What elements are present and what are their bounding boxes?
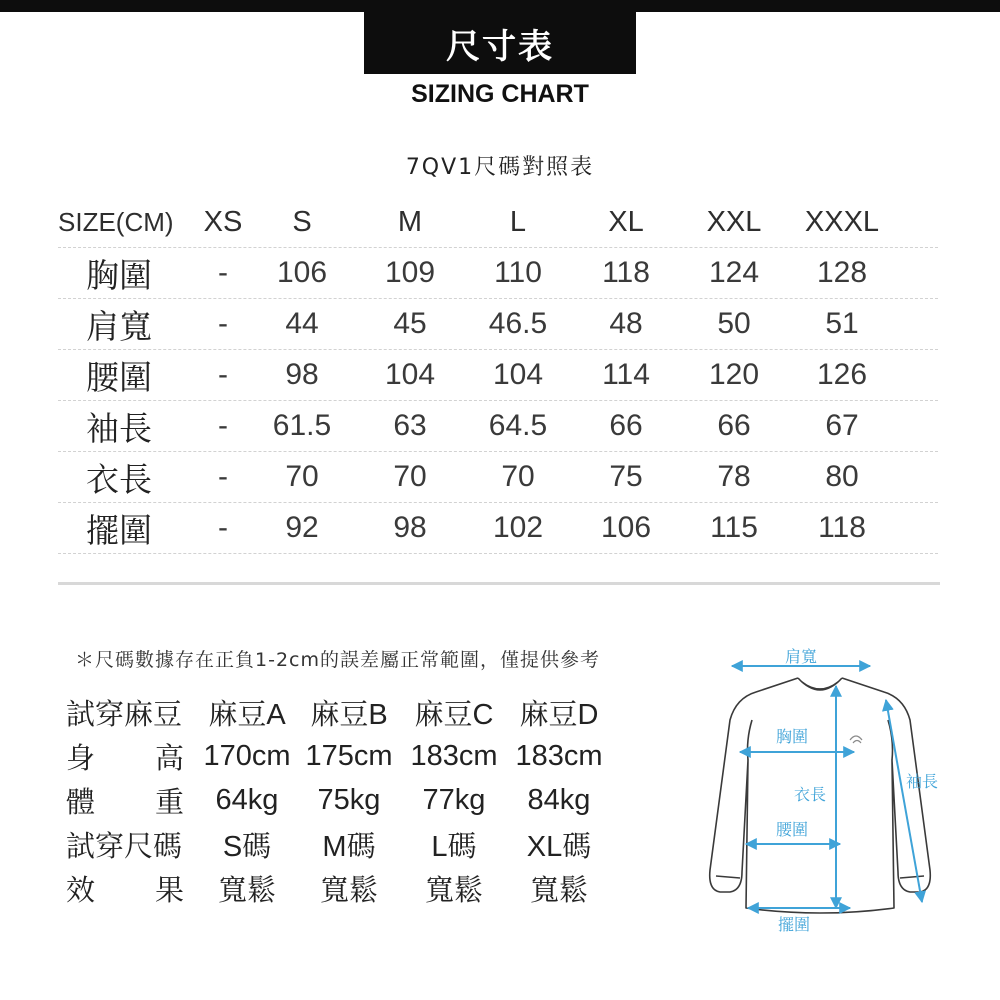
size-value-xxl: 124 (708, 256, 760, 289)
size-value-xs: - (218, 256, 228, 289)
size-header-row (58, 197, 938, 248)
chest-label: 胸圍 (775, 727, 809, 746)
model-d-size: XL碼 (526, 830, 592, 863)
size-value-m: 98 (393, 511, 427, 544)
fit-label-b: 果 (154, 872, 184, 907)
model-size-row (66, 822, 610, 866)
size-value-xxxl: 126 (816, 358, 868, 391)
page-subtitle: SIZING CHART (411, 80, 589, 108)
size-col-s: S (292, 205, 312, 238)
size-value-xs: - (218, 307, 228, 340)
measurement-label: 胸圍 (86, 256, 152, 294)
size-table-row (58, 401, 938, 452)
size-value-xxxl: 67 (825, 409, 859, 442)
model-a-size: S碼 (222, 830, 272, 863)
size-value-s: 92 (285, 511, 319, 544)
measurement-label: 肩寬 (86, 307, 152, 345)
model-d-height: 183cm (515, 739, 603, 772)
size-value-l: 46.5 (488, 307, 548, 340)
model-height-row (66, 734, 610, 778)
size-value-xs: - (218, 409, 228, 442)
size-table-row (58, 350, 938, 401)
model-header-label: 試穿麻豆 (66, 696, 183, 731)
size-value-xl: 66 (609, 409, 643, 442)
size-table-row (58, 299, 938, 350)
size-value-xxxl: 118 (818, 511, 866, 544)
model-d-fit: 寬鬆 (529, 874, 588, 907)
shoulder-label: 肩寬 (784, 647, 818, 666)
top-rule (0, 0, 1000, 12)
size-value-m: 70 (393, 460, 427, 493)
size-col-xl: XL (608, 205, 644, 238)
size-value-xxl: 120 (708, 358, 760, 391)
size-col-xs: XS (203, 205, 243, 238)
size-value-xxxl: 128 (816, 256, 868, 289)
sleeve-label: 袖長 (905, 772, 939, 791)
model-b-fit: 寬鬆 (319, 874, 378, 907)
model-c-size: L碼 (431, 830, 477, 863)
model-c-weight: 77kg (422, 783, 486, 816)
size-table-caption: 7QV1尺碼對照表 (405, 155, 595, 180)
brand-logo-icon (850, 736, 862, 743)
size-col-m: M (397, 205, 423, 238)
weight-label (66, 780, 184, 821)
size-value-s: 98 (285, 358, 319, 391)
height-label (66, 736, 184, 777)
size-value-xl: 114 (602, 358, 650, 391)
size-value-m: 63 (393, 409, 427, 442)
model-b-weight: 75kg (317, 783, 381, 816)
garment-measurement-diagram (690, 640, 950, 940)
size-value-s: 44 (285, 307, 319, 340)
model-a-weight: 64kg (215, 783, 279, 816)
size-value-s: 70 (285, 460, 319, 493)
size-value-xxl: 115 (710, 511, 758, 544)
height-label-b: 高 (154, 740, 184, 775)
page-title: 尺寸表 (364, 12, 636, 74)
size-value-m: 109 (384, 256, 436, 289)
size-chart-table (58, 197, 938, 554)
size-col-xxl: XXL (706, 205, 762, 238)
model-a: 麻豆A (208, 698, 286, 731)
model-header-row (66, 690, 610, 734)
measurement-label: 袖長 (86, 409, 152, 447)
hem-label: 擺圍 (777, 915, 811, 934)
measurement-note: ＊尺碼數據存在正負1-2cm的誤差屬正常範圍，僅提供參考 (75, 649, 600, 671)
size-value-l: 102 (492, 511, 544, 544)
weight-label-a: 體 (66, 784, 96, 819)
size-value-xxxl: 80 (825, 460, 859, 493)
size-value-xl: 106 (600, 511, 652, 544)
model-d-weight: 84kg (527, 783, 591, 816)
size-table-row (58, 452, 938, 503)
model-d: 麻豆D (519, 698, 599, 731)
size-value-m: 45 (393, 307, 427, 340)
model-b-size: M碼 (322, 830, 376, 863)
size-value-l: 104 (492, 358, 544, 391)
size-col-l: L (509, 205, 527, 238)
model-b-height: 175cm (305, 739, 393, 772)
measurement-label: 腰圍 (86, 358, 152, 396)
size-header-label: SIZE(CM) (58, 206, 174, 237)
size-value-xxl: 50 (717, 307, 751, 340)
size-value-xl: 48 (609, 307, 643, 340)
size-value-m: 104 (384, 358, 436, 391)
size-value-l: 110 (494, 256, 542, 289)
fit-label-a: 效 (66, 872, 96, 907)
model-table (66, 690, 610, 910)
size-value-l: 64.5 (488, 409, 548, 442)
size-value-xxxl: 51 (825, 307, 859, 340)
size-value-xl: 118 (602, 256, 650, 289)
length-label: 衣長 (793, 785, 827, 804)
model-c-height: 183cm (410, 739, 498, 772)
height-label-a: 身 (66, 740, 96, 775)
size-value-s: 61.5 (272, 409, 332, 442)
size-value-xs: - (218, 511, 228, 544)
size-value-xs: - (218, 358, 228, 391)
fit-label (66, 868, 184, 909)
size-table-row (58, 503, 938, 554)
size-value-xxl: 78 (717, 460, 751, 493)
model-b: 麻豆B (310, 698, 388, 731)
model-weight-row (66, 778, 610, 822)
model-size-label: 試穿尺碼 (66, 828, 183, 863)
waist-label: 腰圍 (775, 820, 809, 839)
section-divider (58, 582, 940, 585)
model-c-fit: 寬鬆 (424, 874, 483, 907)
model-c: 麻豆C (414, 698, 494, 731)
size-table-row (58, 248, 938, 299)
size-value-s: 106 (276, 256, 328, 289)
model-fit-row (66, 866, 610, 910)
size-col-xxxl: XXXL (804, 205, 880, 238)
size-value-l: 70 (501, 460, 535, 493)
weight-label-b: 重 (154, 784, 184, 819)
model-a-height: 170cm (203, 739, 291, 772)
measurement-label: 擺圍 (86, 511, 152, 549)
sleeve-arrow (886, 700, 922, 902)
model-a-fit: 寬鬆 (217, 874, 276, 907)
size-value-xxl: 66 (717, 409, 751, 442)
size-value-xs: - (218, 460, 228, 493)
size-value-xl: 75 (609, 460, 643, 493)
measurement-label: 衣長 (86, 460, 152, 498)
